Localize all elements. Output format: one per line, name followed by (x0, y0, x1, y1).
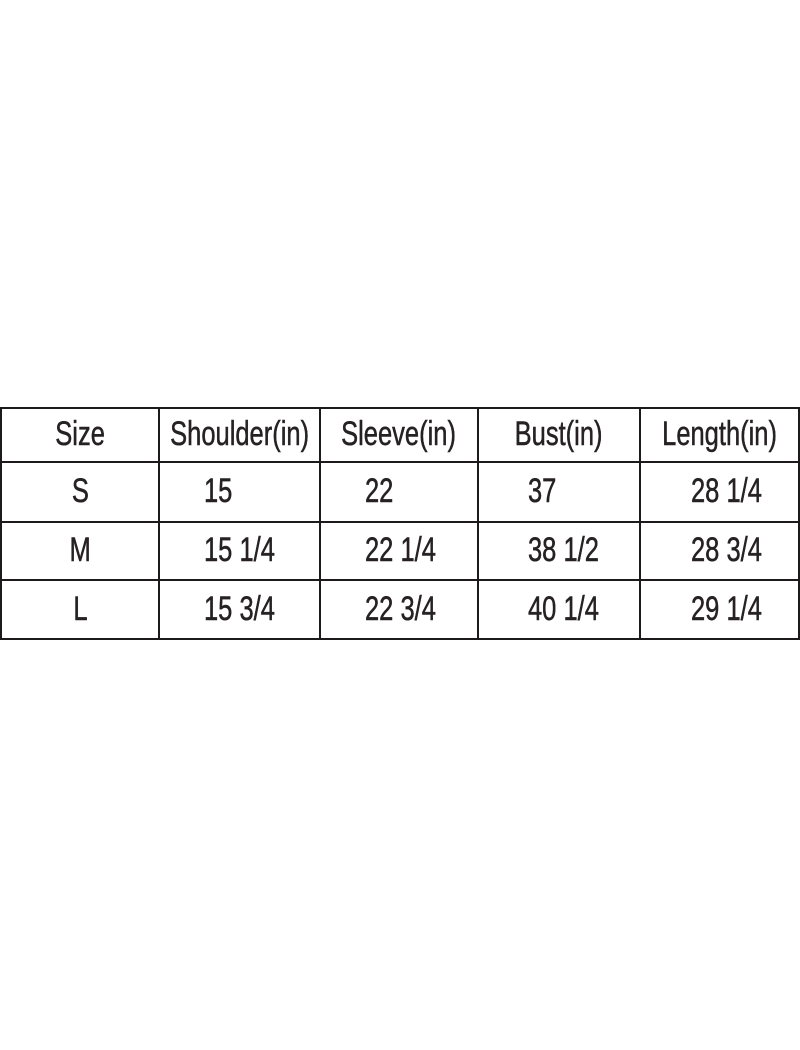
value-s-shoulder: 15 (204, 472, 233, 510)
size-cell-m (2, 523, 160, 581)
value-m-bust: 38 1/2 (528, 531, 599, 569)
value-s-bust: 37 (528, 472, 557, 510)
value-cell-s-bust (479, 463, 641, 523)
value-cell-m-sleeve (321, 523, 479, 581)
header-cell-size (2, 409, 160, 463)
size-chart-table (0, 407, 800, 640)
value-m-sleeve: 22 1/4 (365, 531, 436, 569)
value-m-shoulder: 15 1/4 (204, 531, 275, 569)
value-cell-m-bust (479, 523, 641, 581)
header-cell-bust (479, 409, 641, 463)
header-label-sleeve: Sleeve(in) (341, 415, 457, 453)
header-label-length: Length(in) (662, 415, 777, 453)
value-cell-m-shoulder (160, 523, 321, 581)
value-s-sleeve: 22 (365, 472, 394, 510)
value-cell-m-length (641, 523, 800, 581)
value-cell-l-bust (479, 581, 641, 640)
value-cell-l-sleeve (321, 581, 479, 640)
header-cell-shoulder (160, 409, 321, 463)
value-l-sleeve: 22 3/4 (365, 589, 436, 628)
header-cell-length (641, 409, 800, 463)
value-cell-l-shoulder (160, 581, 321, 640)
size-cell-s (2, 463, 160, 523)
value-l-bust: 40 1/4 (528, 589, 599, 628)
size-label-l: L (72, 589, 88, 628)
value-l-length: 29 1/4 (691, 589, 762, 628)
header-label-bust: Bust(in) (515, 415, 603, 453)
value-cell-s-sleeve (321, 463, 479, 523)
size-label-s: S (71, 472, 89, 510)
size-label-m: M (69, 531, 91, 569)
value-m-length: 28 3/4 (691, 531, 762, 569)
value-s-length: 28 1/4 (691, 472, 762, 510)
value-l-shoulder: 15 3/4 (204, 589, 275, 628)
value-cell-s-length (641, 463, 800, 523)
size-cell-l (2, 581, 160, 640)
value-cell-l-length (641, 581, 800, 640)
header-label-size: Size (55, 415, 105, 453)
header-label-shoulder: Shoulder(in) (170, 415, 309, 453)
value-cell-s-shoulder (160, 463, 321, 523)
header-cell-sleeve (321, 409, 479, 463)
